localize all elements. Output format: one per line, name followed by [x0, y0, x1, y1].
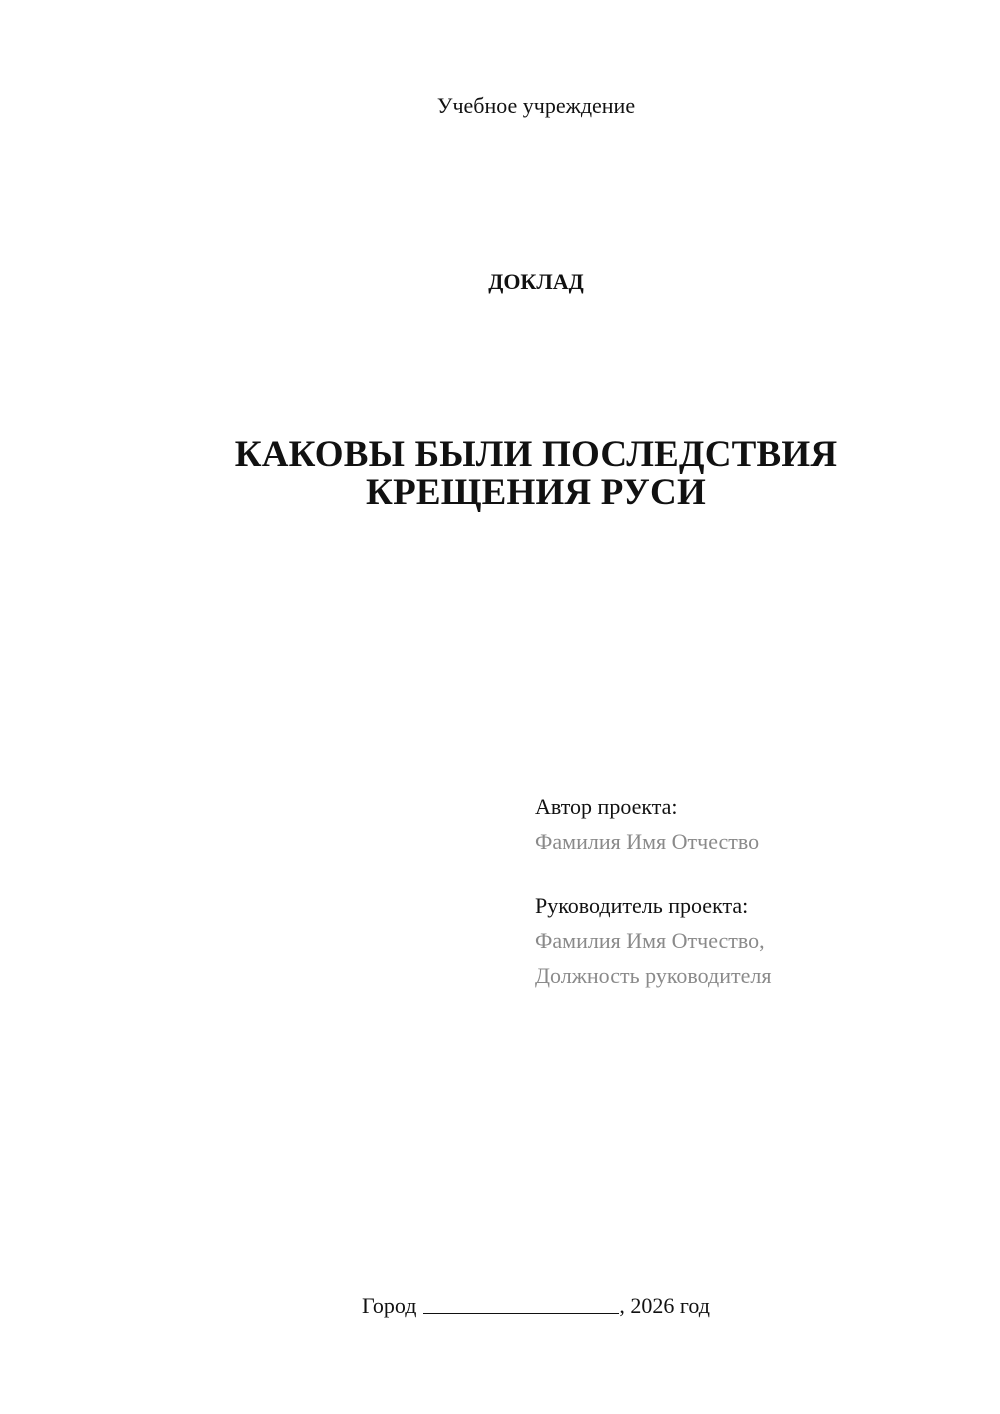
- supervisor-name: Фамилия Имя Отчество,: [535, 928, 765, 953]
- info-spacer: [535, 859, 975, 888]
- report-title-line-1: КАКОВЫ БЫЛИ ПОСЛЕДСТВИЯ: [234, 434, 838, 475]
- report-title-line-2: КРЕЩЕНИЯ РУСИ: [366, 472, 706, 513]
- institution-name: Учебное учреждение: [436, 93, 636, 118]
- supervisor-label: Руководитель проекта:: [535, 893, 749, 918]
- city-blank-line: [423, 1291, 619, 1314]
- supervisor-position: Должность руководителя: [535, 963, 772, 988]
- document-type: ДОКЛАД: [488, 269, 584, 294]
- report-title: [0, 436, 1000, 512]
- project-info-block: [535, 789, 975, 993]
- city-label: Город: [362, 1293, 417, 1318]
- author-name: Фамилия Имя Отчество: [535, 829, 760, 854]
- year-text: , 2026 год: [619, 1293, 710, 1318]
- city-year-line: [0, 1291, 1000, 1320]
- author-label: Автор проекта:: [535, 794, 678, 819]
